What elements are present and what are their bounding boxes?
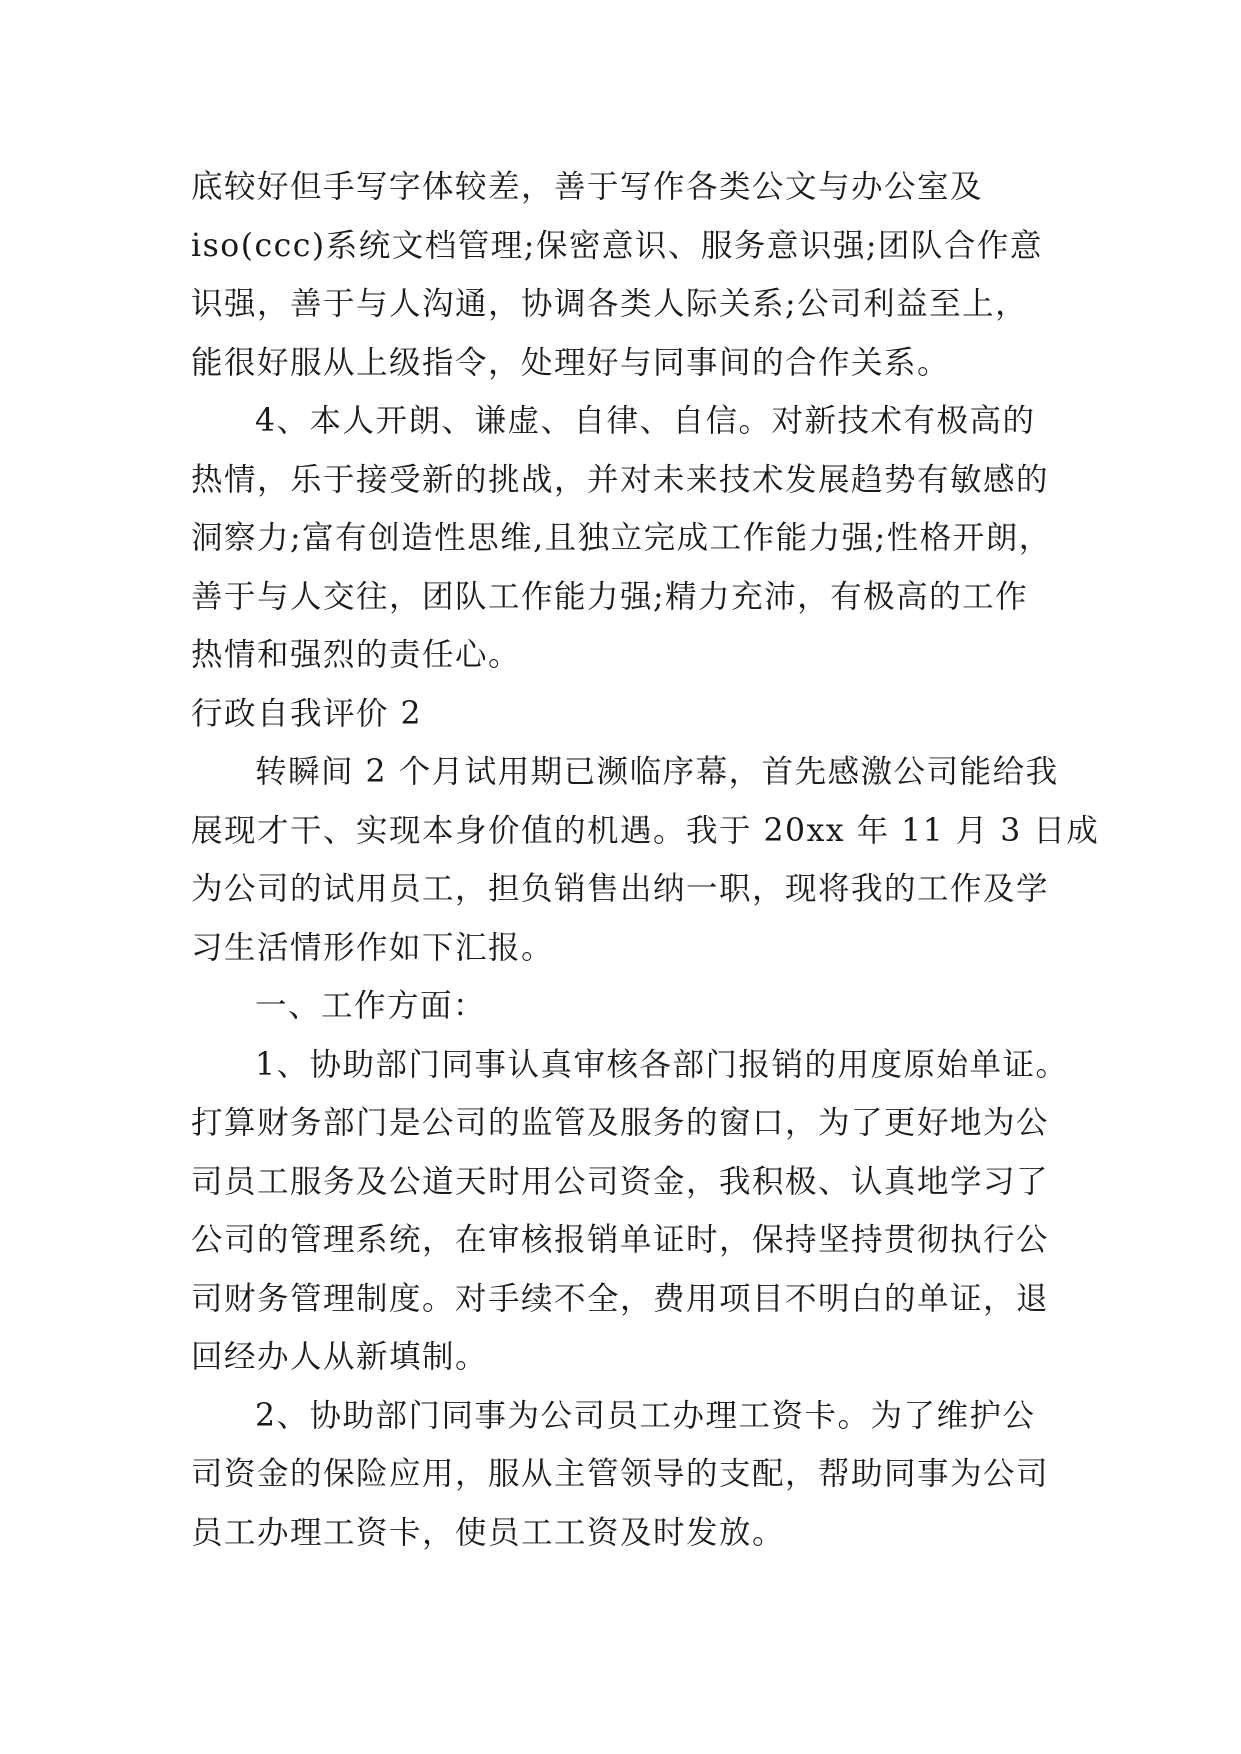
text-line: 司资金的保险应用，服从主管领导的支配，帮助同事为公司 xyxy=(191,1456,1050,1492)
text-line: 展现才干、实现本身价值的机遇。我于 20xx 年 11 月 3 日成 xyxy=(191,812,1100,849)
text-line: 习生活情形作如下汇报。 xyxy=(191,929,555,966)
text-line: 司员工服务及公道天时用公司资金，我积极、认真地学习了 xyxy=(191,1163,1050,1200)
text-line: 热情和强烈的责任心。 xyxy=(191,637,522,673)
paragraph-start-line: 转瞬间 2 个月试用期已濒临序幕，首先感激公司能给我 xyxy=(255,754,1059,790)
paragraph-start-line: 1、协助部门同事认真审核各部门报销的用度原始单证。 xyxy=(255,1046,1069,1083)
text-line: 能很好服从上级指令，处理好与同事间的合作关系。 xyxy=(191,344,951,381)
text-line: 公司的管理系统，在审核报销单证时，保持坚持贯彻执行公 xyxy=(191,1222,1050,1258)
text-line: 回经办人从新填制。 xyxy=(191,1339,489,1375)
paragraph-start-line: 4、本人开朗、谦虚、自律、自信。对新技术有极高的 xyxy=(255,403,1036,439)
text-line: iso(ccc)系统文档管理;保密意识、服务意识强;团队合作意 xyxy=(191,227,1043,264)
text-line: 打算财务部门是公司的监管及服务的窗口，为了更好地为公 xyxy=(191,1105,1050,1141)
text-line: 底较好但手写字体较差，善于写作各类公文与办公室及 xyxy=(191,169,984,205)
subsection-heading: 一、工作方面： xyxy=(255,988,487,1024)
text-line: 热情，乐于接受新的挑战，并对未来技术发展趋势有敏感的 xyxy=(191,461,1050,498)
text-line: 为公司的试用员工，担负销售出纳一职，现将我的工作及学 xyxy=(191,871,1050,907)
document-body xyxy=(191,158,1100,1562)
text-line: 洞察力;富有创造性思维,且独立完成工作能力强;性格开朗， xyxy=(191,520,1052,556)
text-line: 善于与人交往，团队工作能力强;精力充沛，有极高的工作 xyxy=(191,578,1029,615)
paragraph-start-line: 2、协助部门同事为公司员工办理工资卡。为了维护公 xyxy=(255,1397,1036,1434)
text-line: 员工办理工资卡，使员工工资及时发放。 xyxy=(191,1514,786,1551)
text-line: 司财务管理制度。对手续不全，费用项目不明白的单证，退 xyxy=(191,1280,1050,1317)
text-line: 识强，善于与人沟通，协调各类人际关系;公司利益至上， xyxy=(191,286,1029,322)
section-heading: 行政自我评价 2 xyxy=(191,695,423,732)
